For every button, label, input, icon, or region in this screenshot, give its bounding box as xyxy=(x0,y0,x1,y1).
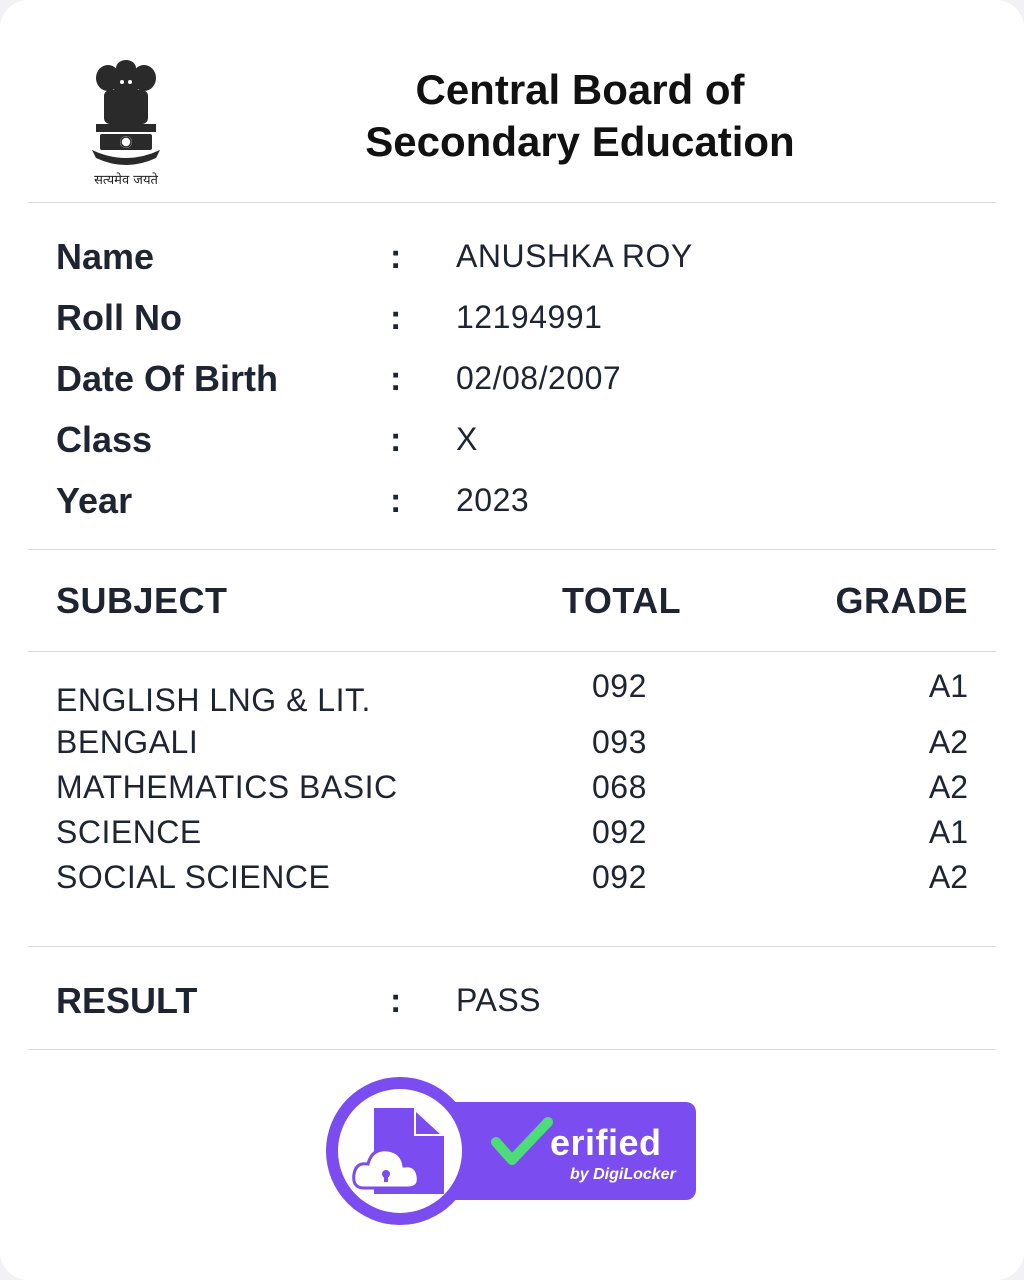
roll-value: 12194991 xyxy=(456,299,603,335)
total-header: TOTAL xyxy=(562,580,682,621)
total-cell: 092 xyxy=(592,668,647,704)
divider xyxy=(28,549,996,550)
dob-value: 02/08/2007 xyxy=(456,360,622,396)
verified-text: erified xyxy=(550,1122,662,1163)
class-label: Class xyxy=(56,419,153,460)
divider xyxy=(28,202,996,203)
divider xyxy=(28,946,996,947)
board-title-line2: Secondary Education xyxy=(365,118,795,165)
subject-cell: ENGLISH LNG & LIT. xyxy=(56,682,371,718)
subject-header: SUBJECT xyxy=(56,580,228,621)
divider xyxy=(28,1049,996,1050)
grade-cell: A2 xyxy=(928,769,968,805)
subject-cell: SOCIAL SCIENCE xyxy=(56,859,331,895)
name-label: Name xyxy=(56,236,155,277)
emblem-motto: सत्यमेव जयते xyxy=(94,173,158,188)
year-value: 2023 xyxy=(456,482,530,518)
result-label: RESULT xyxy=(56,980,198,1021)
grade-cell: A1 xyxy=(928,814,968,850)
year-colon: : xyxy=(390,482,402,520)
board-title xyxy=(330,64,830,168)
subject-cell: MATHEMATICS BASIC xyxy=(56,769,398,805)
roll-label: Roll No xyxy=(56,297,182,338)
result-value: PASS xyxy=(456,982,541,1018)
subject-cell: SCIENCE xyxy=(56,814,202,850)
total-cell: 093 xyxy=(592,724,647,760)
result-colon: : xyxy=(390,982,402,1020)
dob-colon: : xyxy=(390,360,402,398)
divider xyxy=(28,651,996,652)
roll-colon: : xyxy=(390,299,402,337)
subject-cell: BENGALI xyxy=(56,724,199,760)
total-cell: 092 xyxy=(592,859,647,895)
verified-by-text: by DigiLocker xyxy=(570,1166,676,1183)
dob-label: Date Of Birth xyxy=(56,358,279,399)
grade-cell: A2 xyxy=(928,724,968,760)
total-cell: 068 xyxy=(592,769,647,805)
grade-cell: A1 xyxy=(928,668,968,704)
grade-cell: A2 xyxy=(928,859,968,895)
year-label: Year xyxy=(56,480,133,521)
board-title-line1: Central Board of xyxy=(415,66,745,113)
total-cell: 092 xyxy=(592,814,647,850)
class-colon: : xyxy=(390,421,402,459)
class-value: X xyxy=(456,421,478,457)
name-value: ANUSHKA ROY xyxy=(456,238,693,274)
name-colon: : xyxy=(390,238,402,276)
grade-header: GRADE xyxy=(835,580,968,621)
